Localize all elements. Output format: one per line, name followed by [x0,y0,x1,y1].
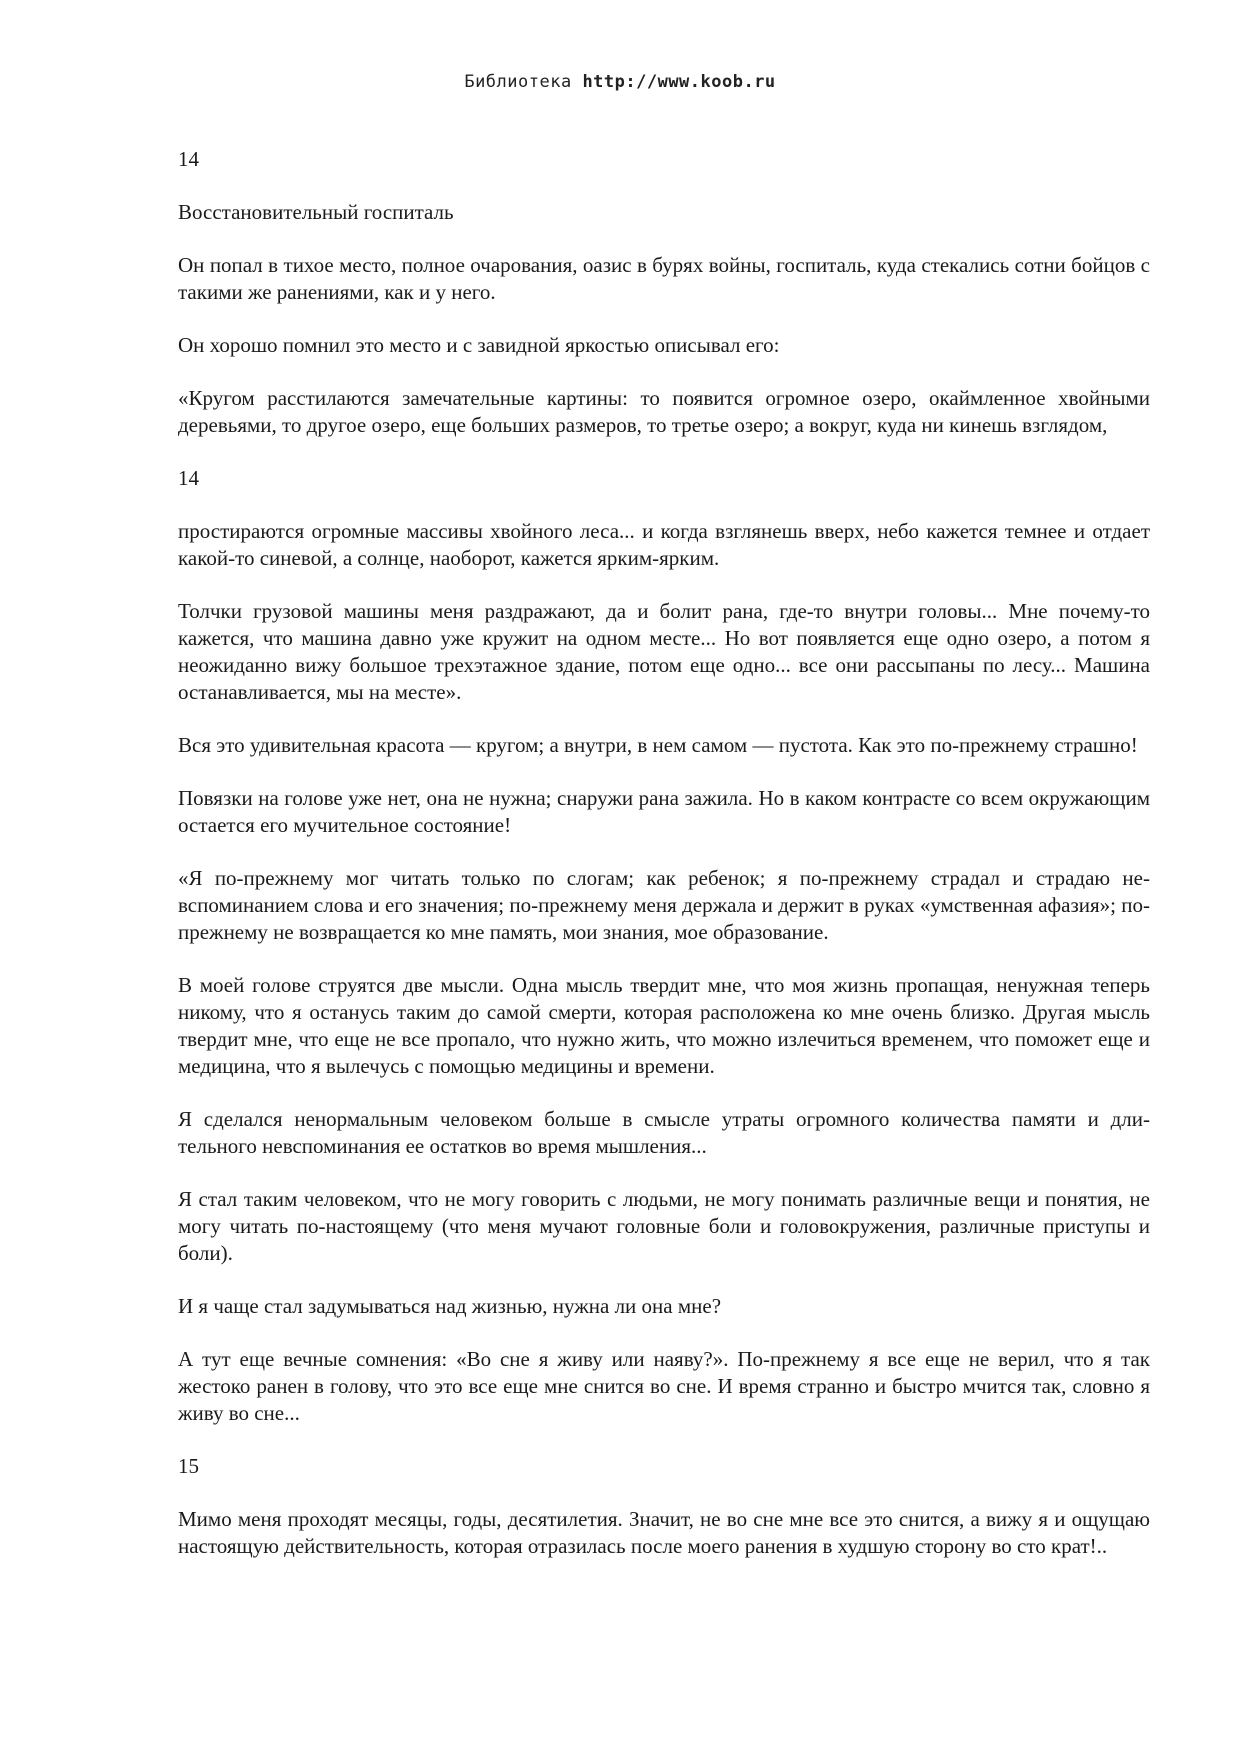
paragraph: А тут еще вечные сомнения: «Во сне я живу или наяву?». По-прежнему я все еще не верил, что я так жестоко ранен в голову, что это все еще мне снится во сне. И время странно и быстро мчится так, словно я живу во сне... [178,1347,1150,1425]
chapter-title: Восстановительный госпиталь [178,200,454,224]
page-header [0,72,1240,92]
paragraph: Я стал таким человеком, что не могу говорить с людьми, не могу понимать различные вещи и понятия, не могу читать по-настоящему (что меня мучают головные боли и головокружения, различные приступы и боли). [178,1187,1150,1265]
paragraph: Вся это удивительная красота — кругом; а внутри, в нем самом — пустота. Как это по-прежнему страшно! [178,733,1138,757]
paragraph: Мимо меня проходят месяцы, годы, десятилетия. Значит, не во сне мне все это снится, а вижу я и ощущаю настоящую действительность, которая отразилась после моего ранения в худшую сторону во сто крат!.. [178,1507,1150,1558]
header-url[interactable]: http://www.koob.ru [582,72,776,92]
page-number: 14 [178,466,199,490]
paragraph: Толчки грузовой машины меня раздражают, да и болит рана, где-то внутри головы... Мне почему-то кажется, что машина давно уже кружит на одном месте... Но вот появляется еще одно озеро, а потом я неожиданно вижу большое трехэтажное здание, потом еще одно... все они рассыпаны по лесу... Машина останавливается, мы на месте». [178,599,1150,704]
paragraph: простираются огромные массивы хвойного леса... и когда взглянешь вверх, небо кажется темнее и отдает какой-то синевой, а солнце, наоборот, кажется ярким-ярким. [178,519,1150,570]
paragraph: «Я по-прежнему мог читать только по слогам; как ребенок; я по-прежнему страдал и страдаю не-вспоминанием слова и его значения; по-прежнему меня держала и держит в руках «умственная афазия»; по-прежнему не возвращается ко мне память, мои знания, мое образование. [178,866,1150,944]
paragraph: В моей голове струятся две мысли. Одна мысль твердит мне, что моя жизнь пропащая, ненужная теперь никому, что я останусь таким до самой смерти, которая расположена ко мне очень близко. Другая мысль твердит мне, что еще не все пропало, что нужно жить, что можно излечиться временем, что поможет еще и медицина, что я вылечусь с помощью медицины и времени. [178,973,1150,1078]
paragraph: Повязки на голове уже нет, она не нужна; снаружи рана зажила. Но в каком контрасте со всем окружающим остается его мучительное состояние! [178,786,1150,837]
paragraph: Он попал в тихое место, полное очарования, оазис в бурях войны, госпиталь, куда стекались сотни бойцов с такими же ранениями, как и у него. [178,253,1150,304]
document-body [178,146,1150,1586]
paragraph: «Кругом расстилаются замечательные картины: то появится огромное озеро, окаймленное хвойными деревьями, то другое озеро, еще больших размеров, то третье озеро; а вокруг, куда ни кинешь взглядом, [178,386,1150,437]
paragraph: Он хорошо помнил это место и с завидной яркостью описывал его: [178,333,780,357]
paragraph: Я сделался ненормальным человеком больше в смысле утраты огромного количества памяти и дли-тельного невспоминания ее остатков во время мышления... [178,1107,1150,1158]
header-label: Библиотека [464,72,572,92]
page-number: 14 [178,147,199,171]
page-number: 15 [178,1454,199,1478]
paragraph: И я чаще стал задумываться над жизнью, нужна ли она мне? [178,1294,722,1318]
